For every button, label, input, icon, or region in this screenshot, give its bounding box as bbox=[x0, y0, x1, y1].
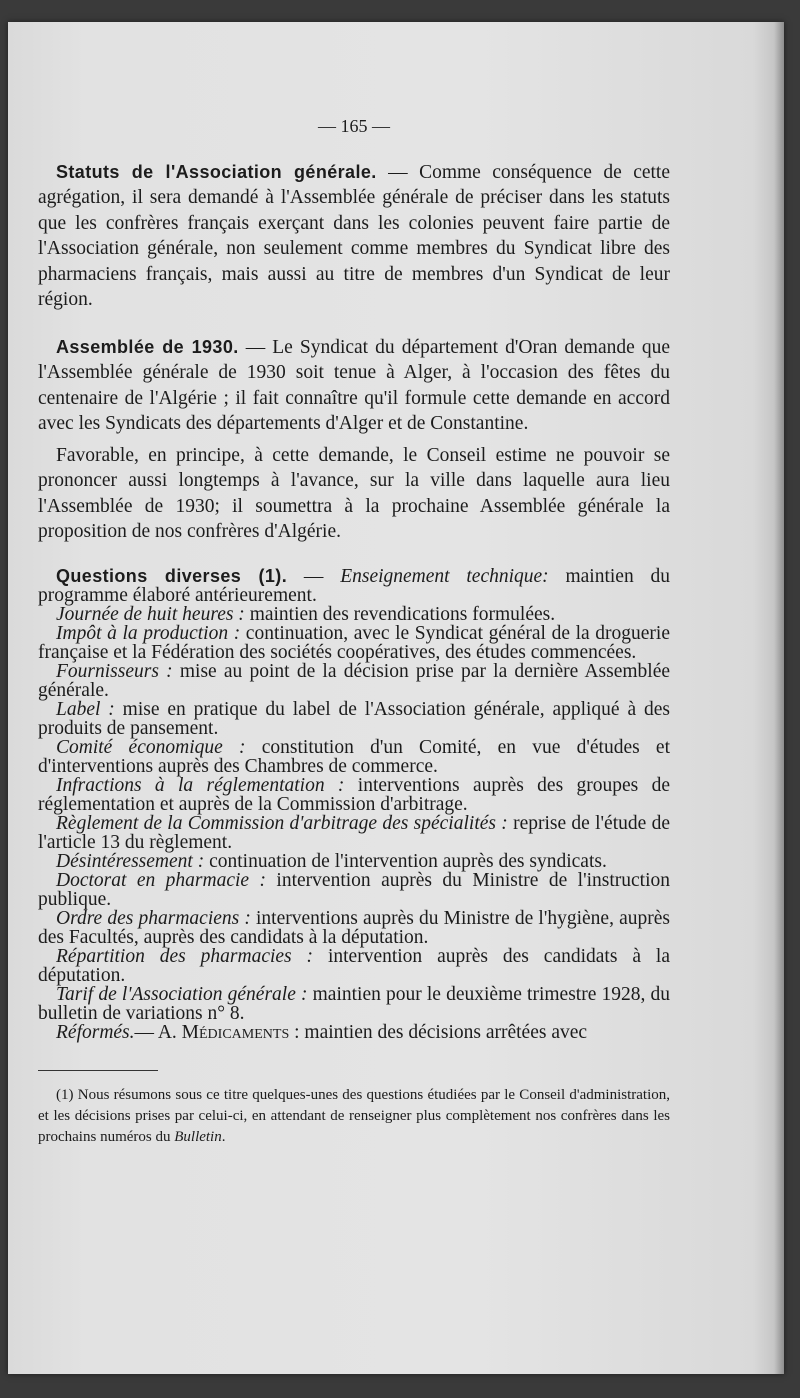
list-item bbox=[38, 567, 670, 605]
item-text: constitution d'un Comité, en vue d'études et d'interventions auprès des Chambres de commerce. bbox=[38, 736, 670, 777]
list-item bbox=[38, 852, 670, 871]
item-label: Journée de huit heures : bbox=[56, 603, 245, 625]
paragraph-favorable: Favorable, en principe, à cette demande, le Conseil estime ne pouvoir se prononcer aussi longtemps à l'avance, sur la ville dans laquelle aura lieu l'Assemblée de 1930; il soumettra à la prochaine Assemblée générale la proposition de nos confrères d'Algérie. bbox=[38, 444, 670, 542]
paragraph-statuts bbox=[38, 160, 670, 313]
list-item bbox=[38, 776, 670, 814]
item-label: Réformés. bbox=[56, 1021, 135, 1043]
item-label: Comité économique : bbox=[56, 736, 246, 758]
item-label: Impôt à la production : bbox=[56, 622, 241, 644]
item-label: Répartition des pharmacies : bbox=[56, 945, 314, 967]
list-item bbox=[38, 738, 670, 776]
text-statuts: — Comme conséquence de cette agrégation, il sera demandé à l'Assemblée générale de préciser dans les statuts que les confrères français exerçant dans les colonies peuvent faire partie de l'Association générale, non seulement comme membres du Syndicat libre des pharmaciens français, mais aussi au titre de membres d'un Syndicat de leur région. bbox=[38, 161, 670, 310]
footnote-text: (1) Nous résumons sous ce titre quelques-unes des questions étudiées par le Conseil d'administration, et les décisions prises par celui-ci, en attendant de renseigner plus complètement nos confrères dans les prochains numéros du bbox=[38, 1086, 670, 1145]
list-item bbox=[38, 871, 670, 909]
item-text: intervention auprès des candidats à la députation. bbox=[38, 945, 670, 986]
list-item bbox=[38, 662, 670, 700]
item-text: : maintien des décisions arrêtées avec bbox=[289, 1021, 588, 1043]
questions-list bbox=[38, 567, 670, 1042]
page-content bbox=[38, 114, 670, 1148]
item-text: mise au point de la décision prise par la dernière Assemblée générale. bbox=[38, 660, 671, 701]
footnote-end: . bbox=[221, 1128, 226, 1145]
footnote-italic: Bulletin bbox=[174, 1128, 222, 1145]
item-label: Label : bbox=[56, 698, 115, 720]
item-text: intervention auprès du Ministre de l'instruction publique. bbox=[38, 869, 670, 910]
page-shadow-edge bbox=[774, 22, 784, 1374]
heading-statuts: Statuts de l'Association générale. bbox=[56, 161, 377, 182]
footnote-divider bbox=[38, 1070, 158, 1071]
item-label: Doctorat en pharmacie : bbox=[56, 869, 266, 891]
paragraph-assemblee bbox=[38, 335, 670, 437]
list-item bbox=[38, 605, 670, 624]
questions-separator: — bbox=[287, 565, 341, 587]
heading-questions: Questions diverses (1). bbox=[56, 565, 288, 586]
item-label: Enseignement technique: bbox=[340, 565, 549, 587]
item-separator: — A. bbox=[134, 1021, 182, 1043]
item-text: maintien des revendications formulées. bbox=[244, 603, 556, 625]
list-item bbox=[38, 947, 670, 985]
item-label: Fournisseurs : bbox=[56, 660, 173, 682]
list-item bbox=[38, 700, 670, 738]
item-label: Désintéressement : bbox=[56, 850, 205, 872]
item-text: interventions auprès du Ministre de l'hygiène, auprès des Facultés, auprès des candidats à la députation. bbox=[38, 907, 670, 948]
list-item bbox=[38, 909, 670, 947]
item-text: maintien pour le deuxième trimestre 1928, du bulletin de variations n° 8. bbox=[38, 983, 671, 1024]
item-label: Tarif de l'Association générale : bbox=[56, 983, 308, 1005]
item-text: mise en pratique du label de l'Association générale, appliqué à des produits de pansement. bbox=[38, 698, 670, 739]
page-number: — 165 — bbox=[318, 116, 390, 136]
list-item bbox=[38, 985, 670, 1023]
list-item bbox=[38, 814, 670, 852]
item-label: Règlement de la Commission d'arbitrage des spécialités : bbox=[56, 812, 508, 834]
item-smallcaps: Médicaments bbox=[181, 1021, 290, 1043]
item-text: continuation de l'intervention auprès des syndicats. bbox=[204, 850, 607, 872]
item-text: continuation, avec le Syndicat général de la droguerie française et la Fédération des sociétés coopératives, des études commencées. bbox=[38, 622, 670, 663]
heading-assemblee: Assemblée de 1930. bbox=[56, 336, 239, 357]
item-text: reprise de l'étude de l'article 13 du règlement. bbox=[38, 812, 670, 853]
list-item-reformes bbox=[38, 1023, 670, 1042]
footnote bbox=[38, 1085, 670, 1148]
item-label: Infractions à la réglementation : bbox=[56, 774, 345, 796]
text-assemblee: — Le Syndicat du département d'Oran demande que l'Assemblée générale de 1930 soit tenue à Alger, à l'occasion des fêtes du centenaire de l'Algérie ; il fait connaître qu'il formule cette demande en accord avec les Syndicats des départements d'Alger et de Constantine. bbox=[38, 336, 670, 434]
item-label: Ordre des pharmaciens : bbox=[56, 907, 251, 929]
list-item bbox=[38, 624, 670, 662]
item-text: maintien du programme élaboré antérieurement. bbox=[38, 565, 671, 606]
document-page bbox=[8, 22, 784, 1374]
item-text: interventions auprès des groupes de réglementation et auprès de la Commission d'arbitrage. bbox=[38, 774, 670, 815]
